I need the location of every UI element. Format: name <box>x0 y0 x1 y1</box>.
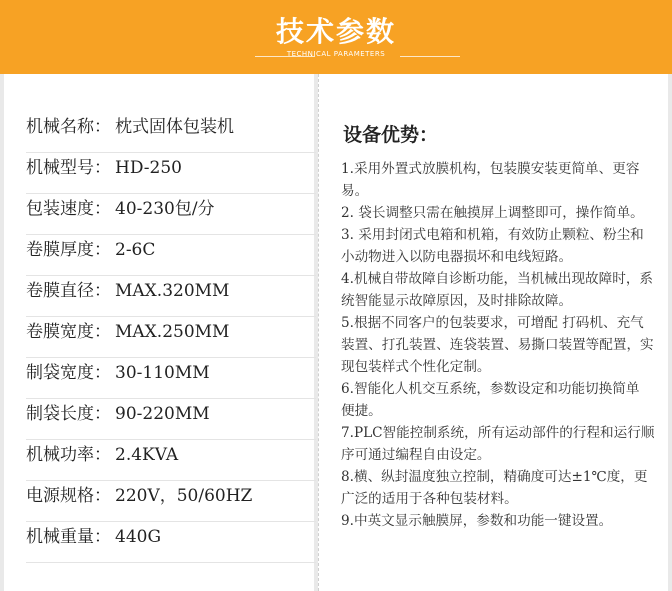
advantage-item: 4.机械自带故障自诊断功能，当机械出现故障时，系统智能显示故障原因，及时排除故障。 <box>341 271 654 309</box>
spec-row <box>26 358 316 399</box>
spec-label: 机械重量： <box>26 527 111 547</box>
spec-row <box>26 317 316 358</box>
spec-row <box>26 481 316 522</box>
spec-row <box>26 440 316 481</box>
spec-label: 制袋宽度： <box>26 363 111 383</box>
advantage-item: 9.中英文显示触膜屏，参数和功能一键设置。 <box>341 513 613 529</box>
spec-row <box>26 112 316 153</box>
spec-label: 卷膜宽度： <box>26 322 111 342</box>
spec-value: 220V，50/60HZ <box>115 486 253 506</box>
advantage-item: 3. 采用封闭式电箱和机箱，有效防止颗粒、粉尘和小动物进入以防电器损坏和电线短路。 <box>341 227 644 265</box>
spec-panel <box>0 74 318 591</box>
spec-row <box>26 399 316 440</box>
spec-value: MAX.320MM <box>115 281 230 301</box>
spec-row <box>26 194 316 235</box>
spec-label: 机械名称： <box>26 117 111 137</box>
advantage-item: 7.PLC智能控制系统，所有运动部件的行程和运行顺序可通过编程自由设定。 <box>341 425 655 463</box>
advantages-list <box>341 158 655 532</box>
spec-value: MAX.250MM <box>115 322 230 342</box>
advantage-item: 6.智能化人机交互系统，参数设定和功能切换简单 便捷。 <box>341 381 640 419</box>
advantages-title: 设备优势： <box>343 124 439 146</box>
advantage-item: 1.采用外置式放膜机构，包装膜安装更简单、更容易。 <box>341 161 640 199</box>
page-subtitle: TECHNICAL PARAMETERS <box>286 50 386 58</box>
spec-row <box>26 153 316 194</box>
advantages-panel <box>318 74 672 591</box>
spec-label: 包装速度： <box>26 199 111 219</box>
spec-value: 枕式固体包装机 <box>115 117 234 137</box>
advantage-item: 5.根据不同客户的包装要求，可增配 打码机、充气装置、打孔装置、连袋装置、易撕口装置等配置，实现包装样式个性化定制。 <box>341 315 654 375</box>
spec-value: 90-220MM <box>115 404 210 424</box>
spec-value: 30-110MM <box>115 363 210 383</box>
spec-value: 440G <box>115 527 162 547</box>
spec-label: 机械功率： <box>26 445 111 465</box>
spec-label: 卷膜厚度： <box>26 240 111 260</box>
spec-label: 制袋长度： <box>26 404 111 424</box>
header-banner <box>0 0 672 74</box>
page-title: 技术参数 <box>275 15 396 48</box>
spec-row <box>26 276 316 317</box>
spec-label: 卷膜直径： <box>26 281 111 301</box>
spec-value: HD-250 <box>115 158 182 178</box>
spec-value: 2-6C <box>115 240 156 260</box>
spec-label: 机械型号： <box>26 158 111 178</box>
spec-label: 电源规格： <box>26 486 111 506</box>
spec-row <box>26 522 316 563</box>
advantage-item: 2. 袋长调整只需在触摸屏上调整即可，操作简单。 <box>341 205 644 221</box>
spec-row <box>26 235 316 276</box>
spec-value: 2.4KVA <box>115 445 179 465</box>
advantage-item: 8.横、纵封温度独立控制，精确度可达±1℃度，更广泛的适用于各种包装材料。 <box>341 469 648 507</box>
spec-list <box>26 112 316 563</box>
spec-value: 40-230包/分 <box>115 199 215 219</box>
